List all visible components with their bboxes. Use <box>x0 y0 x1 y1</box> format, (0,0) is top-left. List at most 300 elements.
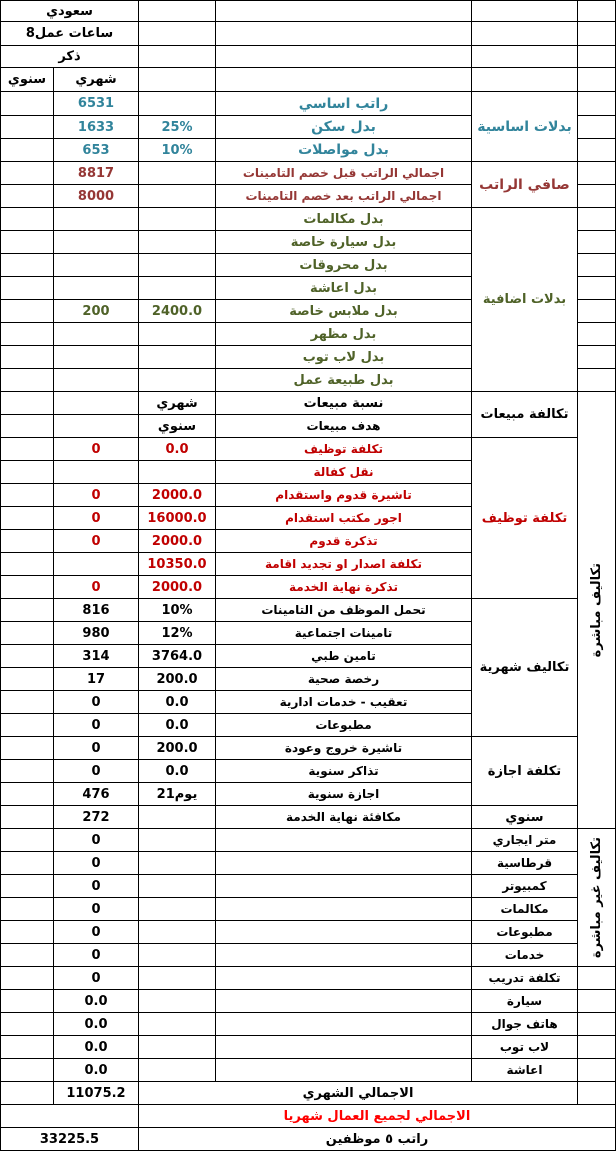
empty-cell <box>0 530 54 553</box>
group-leave-cost <box>472 737 578 806</box>
basic_salary-value-text: 6531 <box>77 96 115 111</box>
indirect-value <box>54 990 139 1013</box>
sales_target-value <box>54 415 139 438</box>
indirect-label-text: قرطاسية <box>496 856 553 870</box>
five-employees-label-text: راتب ٥ موظفين <box>325 1131 429 1147</box>
empty-cell <box>0 507 54 530</box>
empty-cell <box>0 875 54 898</box>
recruit_office-rate-text: 16000.0 <box>147 510 207 526</box>
empty-cell <box>139 921 216 944</box>
empty-cell <box>139 1013 216 1036</box>
indirect-label-text: لاب توب <box>499 1040 550 1054</box>
header-annual-text: سنوي <box>7 72 47 87</box>
end_ticket-rate <box>139 576 216 599</box>
employee_insurance-value <box>54 599 139 622</box>
empty-cell <box>0 254 54 277</box>
work_nature-label <box>216 369 472 392</box>
empty-cell <box>0 852 54 875</box>
five-employees-value-text: 33225.5 <box>39 1131 100 1147</box>
empty-cell <box>578 22 616 46</box>
social_insurance-label-text: تامينات اجتماعية <box>294 626 393 640</box>
empty-cell <box>216 875 472 898</box>
health_license-rate-text: 200.0 <box>156 671 198 687</box>
all-workers-label-text: الاجمالي لجميع العمال شهريا <box>283 1108 471 1124</box>
recruit_office-label-text: اجور مكتب استقدام <box>285 511 402 525</box>
sales_target-label-text: هدف مبيعات <box>306 419 381 433</box>
sponsorship-label-text: نقل كفالة <box>313 465 374 479</box>
indirect-label-text: متر ايجاري <box>492 833 557 847</box>
empty-cell <box>139 829 216 852</box>
arrival_ticket-value <box>54 530 139 553</box>
group-additional-allowances-text: بدلات اضافية <box>482 292 567 307</box>
recruit_office-value <box>54 507 139 530</box>
empty-cell <box>578 277 616 300</box>
appearance-label <box>216 323 472 346</box>
empty-cell <box>216 990 472 1013</box>
group-leave-cost-text: تكلفة اجازة <box>487 763 562 779</box>
basic_salary-rate <box>139 92 216 116</box>
empty-cell <box>578 254 616 277</box>
laptop-label <box>216 346 472 369</box>
iqama-label-text: تكلفة اصدار او تجديد اقامة <box>265 557 422 571</box>
printing-value-text: 0 <box>91 717 101 733</box>
appearance-label-text: بدل مظهر <box>310 326 377 342</box>
empty-cell <box>0 415 54 438</box>
empty-cell <box>0 346 54 369</box>
empty-cell <box>216 68 472 92</box>
empty-cell <box>0 760 54 783</box>
health_license-label <box>216 668 472 691</box>
arrival_ticket-label-text: تذكرة قدوم <box>309 534 378 548</box>
empty-cell <box>0 921 54 944</box>
net_after-label-text: اجمالي الراتب بعد خصم التامينات <box>245 189 442 203</box>
admin_services-label <box>216 691 472 714</box>
end_ticket-value-text: 0 <box>91 579 101 595</box>
gross_before-value <box>54 162 139 185</box>
empty-cell <box>578 208 616 231</box>
empty-cell <box>0 1082 54 1105</box>
end_ticket-rate-text: 2000.0 <box>151 579 203 595</box>
empty-cell <box>139 46 216 68</box>
empty-cell <box>139 1059 216 1082</box>
exit_visa-value-text: 0 <box>91 740 101 756</box>
sponsorship-label <box>216 461 472 484</box>
group-monthly-costs <box>472 599 578 737</box>
group-sales-cost <box>472 392 578 438</box>
housing-value-text: 1633 <box>77 119 115 135</box>
indirect-value-text: 0 <box>91 947 101 963</box>
group-net-salary-text: صافي الراتب <box>479 176 570 193</box>
arrival_visa-rate <box>139 484 216 507</box>
annual_leave-label-text: اجازة سنوية <box>307 787 380 801</box>
indirect-label <box>472 1013 578 1036</box>
employee_insurance-label <box>216 599 472 622</box>
empty-cell <box>578 185 616 208</box>
arrival_visa-value-text: 0 <box>91 487 101 503</box>
empty-cell <box>578 300 616 323</box>
indirect-value <box>54 921 139 944</box>
sales_ratio-value <box>54 392 139 415</box>
hiring_cost-label-text: تكلفة توظيف <box>304 442 383 456</box>
all-workers-label <box>139 1105 616 1128</box>
clothes-label-text: بدل ملابس خاصة <box>289 303 398 319</box>
medical-rate-text: 3764.0 <box>151 648 203 664</box>
empty-cell <box>216 852 472 875</box>
empty-cell <box>578 1082 616 1105</box>
clothes-label <box>216 300 472 323</box>
indirect-label <box>472 875 578 898</box>
indirect-label <box>472 944 578 967</box>
calls-rate <box>139 208 216 231</box>
social_insurance-label <box>216 622 472 645</box>
sales_ratio-rate-text: شهري <box>156 395 198 411</box>
empty-cell <box>0 461 54 484</box>
indirect-label-text: كمبيوتر <box>502 879 547 893</box>
hiring_cost-value <box>54 438 139 461</box>
direct-costs-label-text: تكاليف مباشرة <box>589 562 604 658</box>
empty-cell <box>0 737 54 760</box>
indirect-label <box>472 829 578 852</box>
end_ticket-label-text: تذكرة نهاية الخدمة <box>289 580 398 594</box>
net_after-label <box>216 185 472 208</box>
empty-cell <box>578 0 616 22</box>
admin_services-rate <box>139 691 216 714</box>
private_car-value <box>54 231 139 254</box>
medical-rate <box>139 645 216 668</box>
empty-cell <box>578 1059 616 1082</box>
transport-rate-text: 10% <box>161 142 193 158</box>
employee_insurance-label-text: تحمل الموظف من التامينات <box>261 603 426 617</box>
medical-label <box>216 645 472 668</box>
empty-cell <box>0 967 54 990</box>
work_nature-rate <box>139 369 216 392</box>
clothes-rate <box>139 300 216 323</box>
hiring_cost-label <box>216 438 472 461</box>
health_license-value-text: 17 <box>86 671 106 687</box>
indirect-value-text: 0.0 <box>84 1062 108 1078</box>
indirect-label <box>472 1036 578 1059</box>
empty-cell <box>216 944 472 967</box>
annual_tickets-label-text: تذاكر سنوية <box>308 764 379 778</box>
calls-label <box>216 208 472 231</box>
printing-rate <box>139 714 216 737</box>
empty-cell <box>578 139 616 162</box>
iqama-value <box>54 553 139 576</box>
living-rate <box>139 277 216 300</box>
medical-value-text: 314 <box>82 648 110 664</box>
empty-cell <box>216 898 472 921</box>
empty-cell <box>0 139 54 162</box>
empty-cell <box>472 68 578 92</box>
transport-label-text: بدل مواصلات <box>298 142 389 158</box>
indirect-value-text: 0 <box>91 855 101 871</box>
calls-label-text: بدل مكالمات <box>303 211 384 227</box>
empty-cell <box>0 898 54 921</box>
empty-cell <box>216 1013 472 1036</box>
hiring_cost-rate-text: 0.0 <box>165 441 189 457</box>
net_after-value <box>54 185 139 208</box>
exit_visa-label <box>216 737 472 760</box>
empty-cell <box>578 162 616 185</box>
annual_tickets-rate <box>139 760 216 783</box>
housing-rate <box>139 116 216 139</box>
iqama-rate-text: 10350.0 <box>147 556 207 572</box>
header-gender <box>0 46 139 68</box>
indirect-label <box>472 852 578 875</box>
empty-cell <box>578 1013 616 1036</box>
empty-cell <box>0 185 54 208</box>
housing-label-text: بدل سكن <box>311 119 376 135</box>
empty-cell <box>0 231 54 254</box>
admin_services-label-text: تعقيب - خدمات ادارية <box>279 695 408 709</box>
empty-cell <box>139 852 216 875</box>
indirect-value-text: 0 <box>91 924 101 940</box>
group-hiring-cost <box>472 438 578 599</box>
five-employees-label <box>139 1128 616 1151</box>
social_insurance-value-text: 980 <box>82 625 110 641</box>
group-basic-allowances-text: بدلات اساسية <box>477 118 572 135</box>
indirect-value-text: 0.0 <box>84 1039 108 1055</box>
indirect-label-text: اعاشة <box>506 1063 543 1077</box>
clothes-value <box>54 300 139 323</box>
arrival_visa-rate-text: 2000.0 <box>151 487 203 503</box>
annual_leave-rate <box>139 783 216 806</box>
printing-label-text: مطبوعات <box>315 718 372 732</box>
empty-cell <box>578 68 616 92</box>
direct-costs-label <box>578 392 616 829</box>
empty-cell <box>139 1036 216 1059</box>
private_car-rate <box>139 231 216 254</box>
iqama-label <box>216 553 472 576</box>
clothes-rate-text: 2400.0 <box>151 303 203 319</box>
annual_tickets-value <box>54 760 139 783</box>
empty-cell <box>0 599 54 622</box>
empty-cell <box>0 829 54 852</box>
indirect-label-text: هاتف جوال <box>491 1017 558 1031</box>
sales_target-label <box>216 415 472 438</box>
end_service-value <box>54 806 139 829</box>
indirect-label-text: مطبوعات <box>496 925 553 939</box>
empty-cell <box>0 1013 54 1036</box>
basic_salary-label <box>216 92 472 116</box>
empty-cell <box>578 967 616 990</box>
group-annual <box>472 806 578 829</box>
empty-cell <box>0 645 54 668</box>
indirect-value-text: 0.0 <box>84 993 108 1009</box>
indirect-label <box>472 921 578 944</box>
appearance-rate <box>139 323 216 346</box>
empty-cell <box>139 22 216 46</box>
employee_insurance-rate-text: 10% <box>161 602 193 618</box>
empty-cell <box>0 438 54 461</box>
empty-cell <box>139 967 216 990</box>
empty-cell <box>0 691 54 714</box>
appearance-value <box>54 323 139 346</box>
health_license-label-text: رخصة صحية <box>307 672 380 686</box>
header-hours-text: 8ساعات عمل <box>25 26 114 41</box>
group-sales-cost-text: تكالفة مبيعات <box>480 407 569 422</box>
end_ticket-value <box>54 576 139 599</box>
basic_salary-label-text: راتب اساسي <box>298 95 389 112</box>
empty-cell <box>0 944 54 967</box>
arrival_ticket-value-text: 0 <box>91 533 101 549</box>
header-annual <box>0 68 54 92</box>
empty-cell <box>216 921 472 944</box>
indirect-value <box>54 875 139 898</box>
empty-cell <box>0 1059 54 1082</box>
header-gender-text: ذكر <box>58 49 81 64</box>
fuel-label <box>216 254 472 277</box>
annual_tickets-rate-text: 0.0 <box>165 763 189 779</box>
group-basic-allowances <box>472 92 578 162</box>
employee_insurance-value-text: 816 <box>82 602 110 618</box>
admin_services-value <box>54 691 139 714</box>
exit_visa-rate <box>139 737 216 760</box>
living-label <box>216 277 472 300</box>
gross_before-label <box>216 162 472 185</box>
indirect-label <box>472 990 578 1013</box>
recruit_office-rate <box>139 507 216 530</box>
group-net-salary <box>472 162 578 208</box>
gross_before-value-text: 8817 <box>77 165 115 181</box>
indirect-value <box>54 944 139 967</box>
empty-cell <box>0 208 54 231</box>
clothes-value-text: 200 <box>82 303 110 319</box>
group-hiring-cost-text: تكلفة توظيف <box>481 510 568 526</box>
sales_ratio-label <box>216 392 472 415</box>
housing-value <box>54 116 139 139</box>
empty-cell <box>578 231 616 254</box>
sales_ratio-label-text: نسبة مبيعات <box>303 395 384 411</box>
sales_ratio-rate <box>139 392 216 415</box>
empty-cell <box>578 46 616 68</box>
recruit_office-label <box>216 507 472 530</box>
five-employees-value <box>0 1128 139 1151</box>
basic_salary-value <box>54 92 139 116</box>
fuel-rate <box>139 254 216 277</box>
exit_visa-label-text: تاشيرة خروج وعودة <box>284 741 403 755</box>
printing-value <box>54 714 139 737</box>
header-country-text: سعودي <box>46 3 93 19</box>
laptop-label-text: بدل لاب توب <box>302 349 385 365</box>
header-monthly-text: شهري <box>75 72 117 87</box>
header-monthly <box>54 68 139 92</box>
empty-cell <box>0 806 54 829</box>
empty-cell <box>139 944 216 967</box>
empty-cell <box>578 346 616 369</box>
empty-cell <box>578 323 616 346</box>
empty-cell <box>578 1036 616 1059</box>
hiring_cost-value-text: 0 <box>91 441 101 457</box>
empty-cell <box>216 22 472 46</box>
header-country <box>0 0 139 22</box>
health_license-rate <box>139 668 216 691</box>
empty-cell <box>216 46 472 68</box>
private_car-label-text: بدل سيارة خاصة <box>290 234 397 250</box>
end_ticket-label <box>216 576 472 599</box>
header-hours <box>0 22 139 46</box>
arrival_ticket-rate-text: 2000.0 <box>151 533 203 549</box>
arrival_visa-label <box>216 484 472 507</box>
empty-cell <box>0 714 54 737</box>
work_nature-value <box>54 369 139 392</box>
printing-label <box>216 714 472 737</box>
exit_visa-value <box>54 737 139 760</box>
empty-cell <box>0 162 54 185</box>
admin_services-value-text: 0 <box>91 694 101 710</box>
laptop-rate <box>139 346 216 369</box>
recruit_office-value-text: 0 <box>91 510 101 526</box>
annual_leave-value-text: 476 <box>82 786 110 802</box>
empty-cell <box>0 369 54 392</box>
health_license-value <box>54 668 139 691</box>
empty-cell <box>0 277 54 300</box>
living-label-text: بدل اعاشة <box>309 280 378 296</box>
housing-label <box>216 116 472 139</box>
indirect-costs-label <box>578 829 616 967</box>
empty-cell <box>139 68 216 92</box>
indirect-value-text: 0 <box>91 970 101 986</box>
sponsorship-value <box>54 461 139 484</box>
end_service-rate <box>139 806 216 829</box>
fuel-label-text: بدل محروقات <box>299 257 388 273</box>
empty-cell <box>0 323 54 346</box>
hiring_cost-rate <box>139 438 216 461</box>
empty-cell <box>139 0 216 22</box>
empty-cell <box>578 116 616 139</box>
indirect-value-text: 0 <box>91 901 101 917</box>
gross_before-label-text: اجمالي الراتب قبل خصم التامينات <box>242 166 445 180</box>
indirect-label-text: سيارة <box>506 994 543 1008</box>
printing-rate-text: 0.0 <box>165 717 189 733</box>
indirect-costs-label-text: تكاليف غير مباشرة <box>589 836 604 959</box>
empty-cell <box>216 829 472 852</box>
empty-cell <box>0 622 54 645</box>
empty-cell <box>139 875 216 898</box>
empty-cell <box>0 300 54 323</box>
indirect-label <box>472 1059 578 1082</box>
empty-cell <box>0 990 54 1013</box>
social_insurance-value <box>54 622 139 645</box>
empty-cell <box>472 0 578 22</box>
social_insurance-rate-text: 12% <box>161 625 193 641</box>
empty-cell <box>0 1036 54 1059</box>
iqama-rate <box>139 553 216 576</box>
sales_target-rate <box>139 415 216 438</box>
group-annual-text: سنوي <box>505 809 544 825</box>
annual_leave-label <box>216 783 472 806</box>
living-value <box>54 277 139 300</box>
net_after-value-text: 8000 <box>77 188 115 204</box>
end_service-label <box>216 806 472 829</box>
empty-cell <box>216 1036 472 1059</box>
indirect-label-text: خدمات <box>504 948 545 962</box>
indirect-value-text: 0.0 <box>84 1016 108 1032</box>
empty-cell <box>0 1105 139 1128</box>
social_insurance-rate <box>139 622 216 645</box>
indirect-value <box>54 1013 139 1036</box>
transport-value <box>54 139 139 162</box>
empty-cell <box>578 369 616 392</box>
arrival_visa-value <box>54 484 139 507</box>
monthly-total-value <box>54 1082 139 1105</box>
empty-cell <box>578 990 616 1013</box>
sales_target-rate-text: سنوي <box>157 418 197 434</box>
calls-value <box>54 208 139 231</box>
private_car-label <box>216 231 472 254</box>
end_service-label-text: مكافئة نهاية الخدمة <box>286 810 401 824</box>
annual_tickets-value-text: 0 <box>91 763 101 779</box>
